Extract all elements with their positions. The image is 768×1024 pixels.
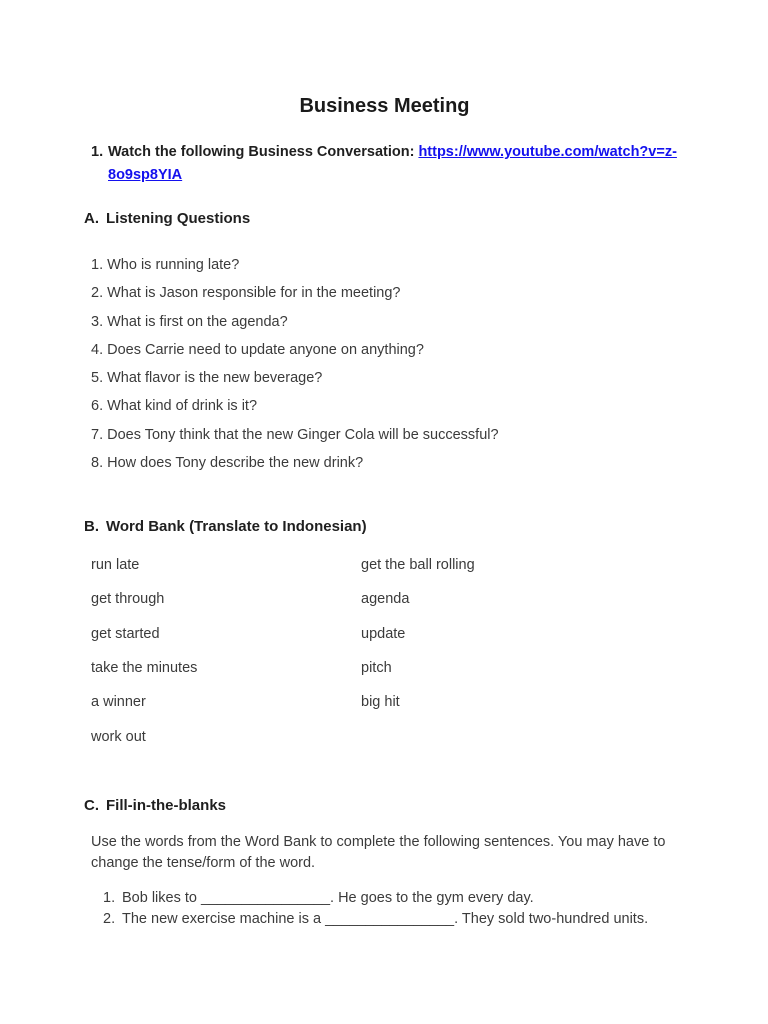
listening-question: 5. What flavor is the new beverage? <box>91 370 323 387</box>
fill-in-text: The new exercise machine is a ________________. They sold two-hundred units. <box>122 910 649 927</box>
fill-in-intro <box>91 832 678 874</box>
section-c-heading <box>84 797 678 815</box>
word-bank-item: agenda <box>361 591 410 608</box>
word-bank-item-empty <box>361 729 678 746</box>
word-bank-item: take the minutes <box>91 659 198 676</box>
section-b-heading <box>84 518 678 536</box>
listening-questions-list <box>91 257 678 472</box>
page-title: Business Meeting <box>299 95 470 117</box>
word-bank-item: a winner <box>91 694 146 711</box>
instruction-item <box>91 141 678 186</box>
word-bank-item: pitch <box>361 659 392 676</box>
word-bank-grid <box>91 557 678 745</box>
word-bank-item: get started <box>91 625 160 642</box>
instruction-body <box>108 141 677 186</box>
listening-question: 8. How does Tony describe the new drink? <box>91 455 364 472</box>
listening-question: 4. Does Carrie need to update anyone on anything? <box>91 341 424 358</box>
fill-in-item <box>91 911 678 928</box>
word-bank-item: run late <box>91 557 140 574</box>
listening-question: 1. Who is running late? <box>91 257 240 273</box>
youtube-link-line1[interactable]: https://www.youtube.com/watch?v=z- <box>418 144 677 160</box>
fill-in-intro-line2: change the tense/form of the word. <box>91 854 316 871</box>
section-b-title: Word Bank (Translate to Indonesian) <box>106 518 367 536</box>
section-b-marker: B. <box>84 518 99 536</box>
fill-in-intro-line1: Use the words from the Word Bank to complete the following sentences. You may have to <box>91 833 666 850</box>
section-a-title: Listening Questions <box>106 210 251 227</box>
section-c-marker: C. <box>84 796 99 814</box>
listening-question: 7. Does Tony think that the new Ginger Cola will be successful? <box>91 426 499 443</box>
word-bank-item: get through <box>91 591 165 608</box>
listening-question: 2. What is Jason responsible for in the meeting? <box>91 285 401 302</box>
listening-question: 6. What kind of drink is it? <box>91 398 258 415</box>
youtube-link-line2[interactable]: 8o9sp8YIA <box>108 166 183 183</box>
word-bank-item: work out <box>91 728 146 745</box>
fill-in-item <box>91 890 678 907</box>
fill-in-text: Bob likes to ________________. He goes to the gym every day. <box>122 889 534 906</box>
fill-in-list <box>91 890 678 928</box>
instruction-text: Watch the following Business Conversation: <box>108 144 419 160</box>
section-c-title: Fill-in-the-blanks <box>106 796 226 814</box>
word-bank-item: big hit <box>361 694 400 711</box>
section-a-heading <box>84 210 678 228</box>
word-bank-item: update <box>361 625 406 642</box>
instruction-number: 1. <box>91 144 104 160</box>
fill-in-number: 1. <box>103 889 116 906</box>
listening-question: 3. What is first on the agenda? <box>91 313 288 330</box>
word-bank-item: get the ball rolling <box>361 557 475 574</box>
fill-in-number: 2. <box>103 910 116 927</box>
section-a-marker: A. <box>84 210 99 227</box>
